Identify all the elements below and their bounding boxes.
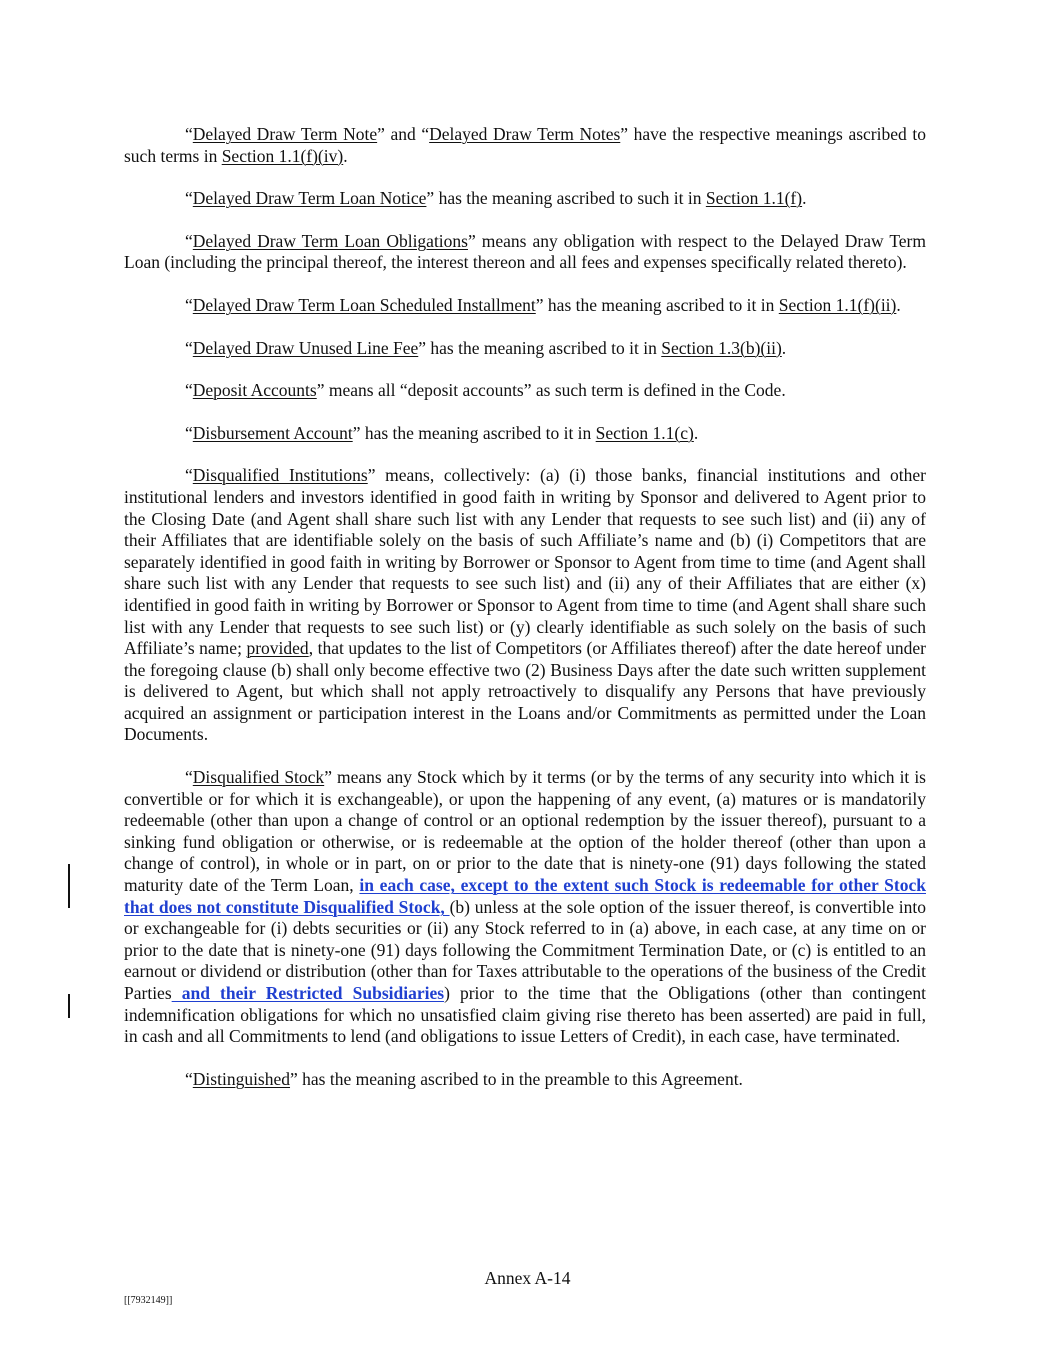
section-reference: Section 1.1(f)(iv): [221, 145, 344, 166]
defined-term: Delayed Draw Term Loan Obligations: [192, 230, 468, 251]
defined-term: Deposit Accounts: [192, 380, 317, 401]
definition-delayed-draw-term-note: “Delayed Draw Term Note” and “Delayed Draw Term Notes” have the respective meanings ascribed to such terms in Section 1.1(f)(iv).: [124, 124, 926, 166]
change-bar: [68, 864, 70, 908]
section-reference: Section 1.1(f)(ii): [778, 294, 897, 315]
defined-term: Delayed Draw Term Note: [192, 124, 378, 144]
definition-distinguished: “Distinguished” has the meaning ascribed to in the preamble to this Agreement.: [185, 1068, 743, 1089]
definition-delayed-draw-unused-line-fee: “Delayed Draw Unused Line Fee” has the meaning ascribed to it in Section 1.3(b)(ii).: [185, 337, 787, 358]
change-bar: [68, 994, 70, 1018]
defined-term: Distinguished: [192, 1068, 291, 1089]
document-id: [[7932149]]: [124, 1295, 173, 1306]
definitions-body: [124, 124, 926, 1111]
defined-term: Delayed Draw Unused Line Fee: [192, 337, 419, 358]
section-reference: Section 1.1(c): [595, 422, 694, 443]
defined-term: Delayed Draw Term Notes: [429, 124, 621, 144]
defined-term: Disqualified Institutions: [192, 465, 368, 486]
page-footer-label: Annex A-14: [484, 1268, 571, 1288]
definition-delayed-draw-scheduled-installment: “Delayed Draw Term Loan Scheduled Installment” has the meaning ascribed to it in Section 1.1(f)(ii).: [185, 294, 901, 315]
definition-delayed-draw-term-loan-notice: “Delayed Draw Term Loan Notice” has the meaning ascribed to such it in Section 1.1(f).: [185, 188, 807, 209]
definition-disbursement-account: “Disbursement Account” has the meaning ascribed to it in Section 1.1(c).: [185, 422, 699, 443]
inserted-text: and their Restricted Subsidiaries: [171, 983, 445, 1003]
defined-term: Delayed Draw Term Loan Notice: [192, 188, 427, 209]
definition-delayed-draw-term-loan-obligations: “Delayed Draw Term Loan Obligations” means any obligation with respect to the Delayed Draw Term Loan (including the principal thereof, the interest thereon and all fees and expenses specifically related thereto).: [124, 230, 926, 273]
definition-disqualified-stock: “Disqualified Stock” means any Stock which by it terms (or by the terms of any security into which it is convertible or for which it is exchangeable), or upon the happening of any event, (a) matures or is mandatorily redeemable (other than upon a change of control or an optional redemption by the issuer thereof), pursuant to a sinking fund obligation or otherwise, or is redeemable at the option of the holder thereof (other than upon a change of control), in whole or in part, on or prior to the date that is ninety-one (91) days following the stated maturity date of the Term Loan, in each case, except to the extent such Stock is redeemable for other Stock that does not constitute Disqualified Stock, (b) unless at the sole option of the issuer thereof, is convertible into or exchangeable for (i) debts securities or (ii) any Stock referred to in (a) above, in each case, at any time on or prior to the date that is ninety-one (91) days following the Commitment Termination Date, or (c) is entitled to an earnout or dividend or distribution (other than for Taxes attributable to the operations of the business of the Credit Parties and their Restricted Subsidiaries) prior to the time that the Obligations (other than contingent indemnification obligations for which no unsatisfied claim giving rise thereto has been asserted) are paid in full, in cash and all Commitments to lend (and obligations to issue Letters of Credit), in each case, have terminated.: [124, 767, 926, 1048]
defined-term: Disbursement Account: [192, 422, 353, 443]
defined-term: Delayed Draw Term Loan Scheduled Installment: [192, 294, 536, 315]
defined-term: Disqualified Stock: [192, 767, 325, 788]
provided-term: provided: [246, 638, 309, 659]
definition-disqualified-institutions: “Disqualified Institutions” means, collectively: (a) (i) those banks, financial institutions and other institutional lenders and investors identified in good faith in writing by Sponsor and delivered to Agent prior to the Closing Date (and Agent shall share such list with any Lender that requests to see such list) and (ii) any of their Affiliates that are identifiable solely on the basis of such Affiliate’s name and (b) (i) Competitors that are separately identified in good faith in writing by Borrower or Sponsor to Agent from time to time (and Agent shall share such list with any Lender that requests to see such list) and (ii) any of their Affiliates that are either (x) identified in good faith in writing by Borrower or Sponsor to Agent from time to time (and Agent shall share such list with any Lender that requests to see such list) or (y) clearly identifiable as such solely on the basis of such Affiliate’s name; provided, that updates to the list of Competitors (or Affiliates thereof) after the date hereof under the foregoing clause (b) shall only become effective two (2) Business Days after the date such written supplement is delivered to Agent, but which shall not apply retroactively to disqualify any Persons that have previously acquired an assignment or participation interest in the Loans and/or Commitments as permitted under the Loan Documents.: [124, 465, 926, 745]
definition-deposit-accounts: “Deposit Accounts” means all “deposit accounts” as such term is defined in the Code.: [185, 380, 786, 401]
inserted-text: in each case, except to the extent such Stock is redeemable for other Stock that does not constitute Disqualified Stock,: [124, 875, 926, 917]
section-reference: Section 1.3(b)(ii): [661, 337, 782, 358]
section-reference: Section 1.1(f): [705, 188, 803, 209]
